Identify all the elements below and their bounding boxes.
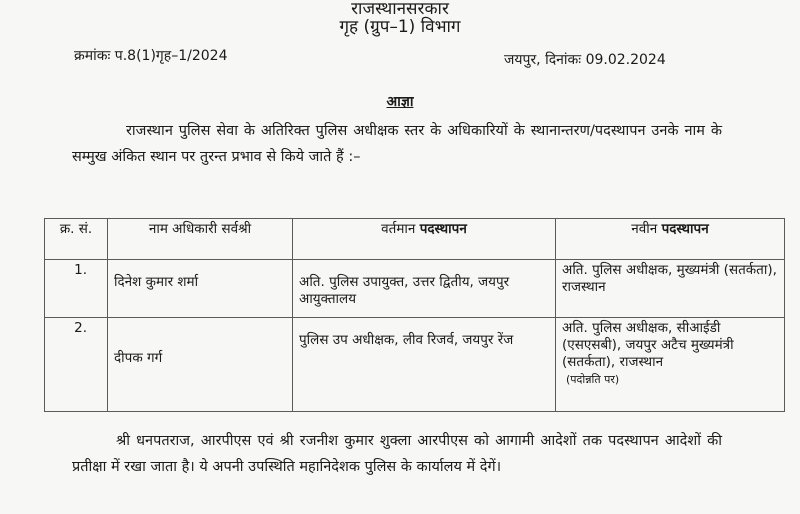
header-new-prefix: नवीन <box>631 221 658 237</box>
intro-paragraph: राजस्थान पुलिस सेवा के अतिरिक्त पुलिस अधीक्षक स्तर के अधिकारियों के स्थानान्तरण/पदस्थापन उनके नाम के सम्मुख अंकित स्थान पर तुरन्त प्रभाव से किये जाते हैं :– <box>72 123 722 165</box>
header-serial: क्र. सं. <box>45 219 108 260</box>
transfer-table <box>44 218 785 412</box>
row-current-posting: अति. पुलिस उपायुक्त, उत्तर द्वितीय, जयपुर आयुक्तालय <box>293 260 556 318</box>
header-officer-name: नाम अधिकारी सर्वश्री <box>108 219 293 260</box>
header-new-posting <box>556 219 785 260</box>
row-new-posting <box>556 318 785 412</box>
row-serial: 2. <box>45 318 108 412</box>
closing-paragraph: श्री धनपतराज, आरपीएस एवं श्री रजनीश कुमार शुक्ला आरपीएस को आगामी आदेशों तक पदस्थापन आदेशों की प्रतीक्षा में रखा जाता है। ये अपनी उपस्थिति महानिदेशक पुलिस के कार्यालय में देगें। <box>72 433 722 475</box>
header-current-prefix: वर्तमान <box>381 221 416 237</box>
row-new-posting: अति. पुलिस अधीक्षक, मुख्यमंत्री (सतर्कता), राजस्थान <box>556 260 785 318</box>
place-and-date: जयपुर, दिनांकः 09.02.2024 <box>504 52 666 68</box>
table-header-row <box>45 219 785 260</box>
government-name: राजस्थानसरकार <box>351 0 449 19</box>
promotion-note: (पदोन्नति पर) <box>566 373 620 386</box>
order-reference-number: क्रमांकः प.8(1)गृह–1/2024 <box>74 48 228 64</box>
header-current-bold: पदस्थापन <box>419 221 467 237</box>
row-officer-name: दीपक गर्ग <box>108 318 293 412</box>
table-row <box>45 260 785 318</box>
header-new-bold: पदस्थापन <box>661 221 709 237</box>
row-serial: 1. <box>45 260 108 318</box>
order-title: आज्ञा <box>386 94 414 110</box>
row-officer-name: दिनेश कुमार शर्मा <box>108 260 293 318</box>
header-current-posting <box>293 219 556 260</box>
row-new-posting-text: अति. पुलिस अधीक्षक, सीआईडी (एसएसबी), जयपुर अटैच मुख्यमंत्री (सतर्कता), राजस्थान <box>562 320 734 370</box>
department-name: गृह (ग्रुप–1) विभाग <box>339 17 461 37</box>
row-current-posting: पुलिस उप अधीक्षक, लीव रिजर्व, जयपुर रेंज <box>293 318 556 412</box>
table-row <box>45 318 785 412</box>
